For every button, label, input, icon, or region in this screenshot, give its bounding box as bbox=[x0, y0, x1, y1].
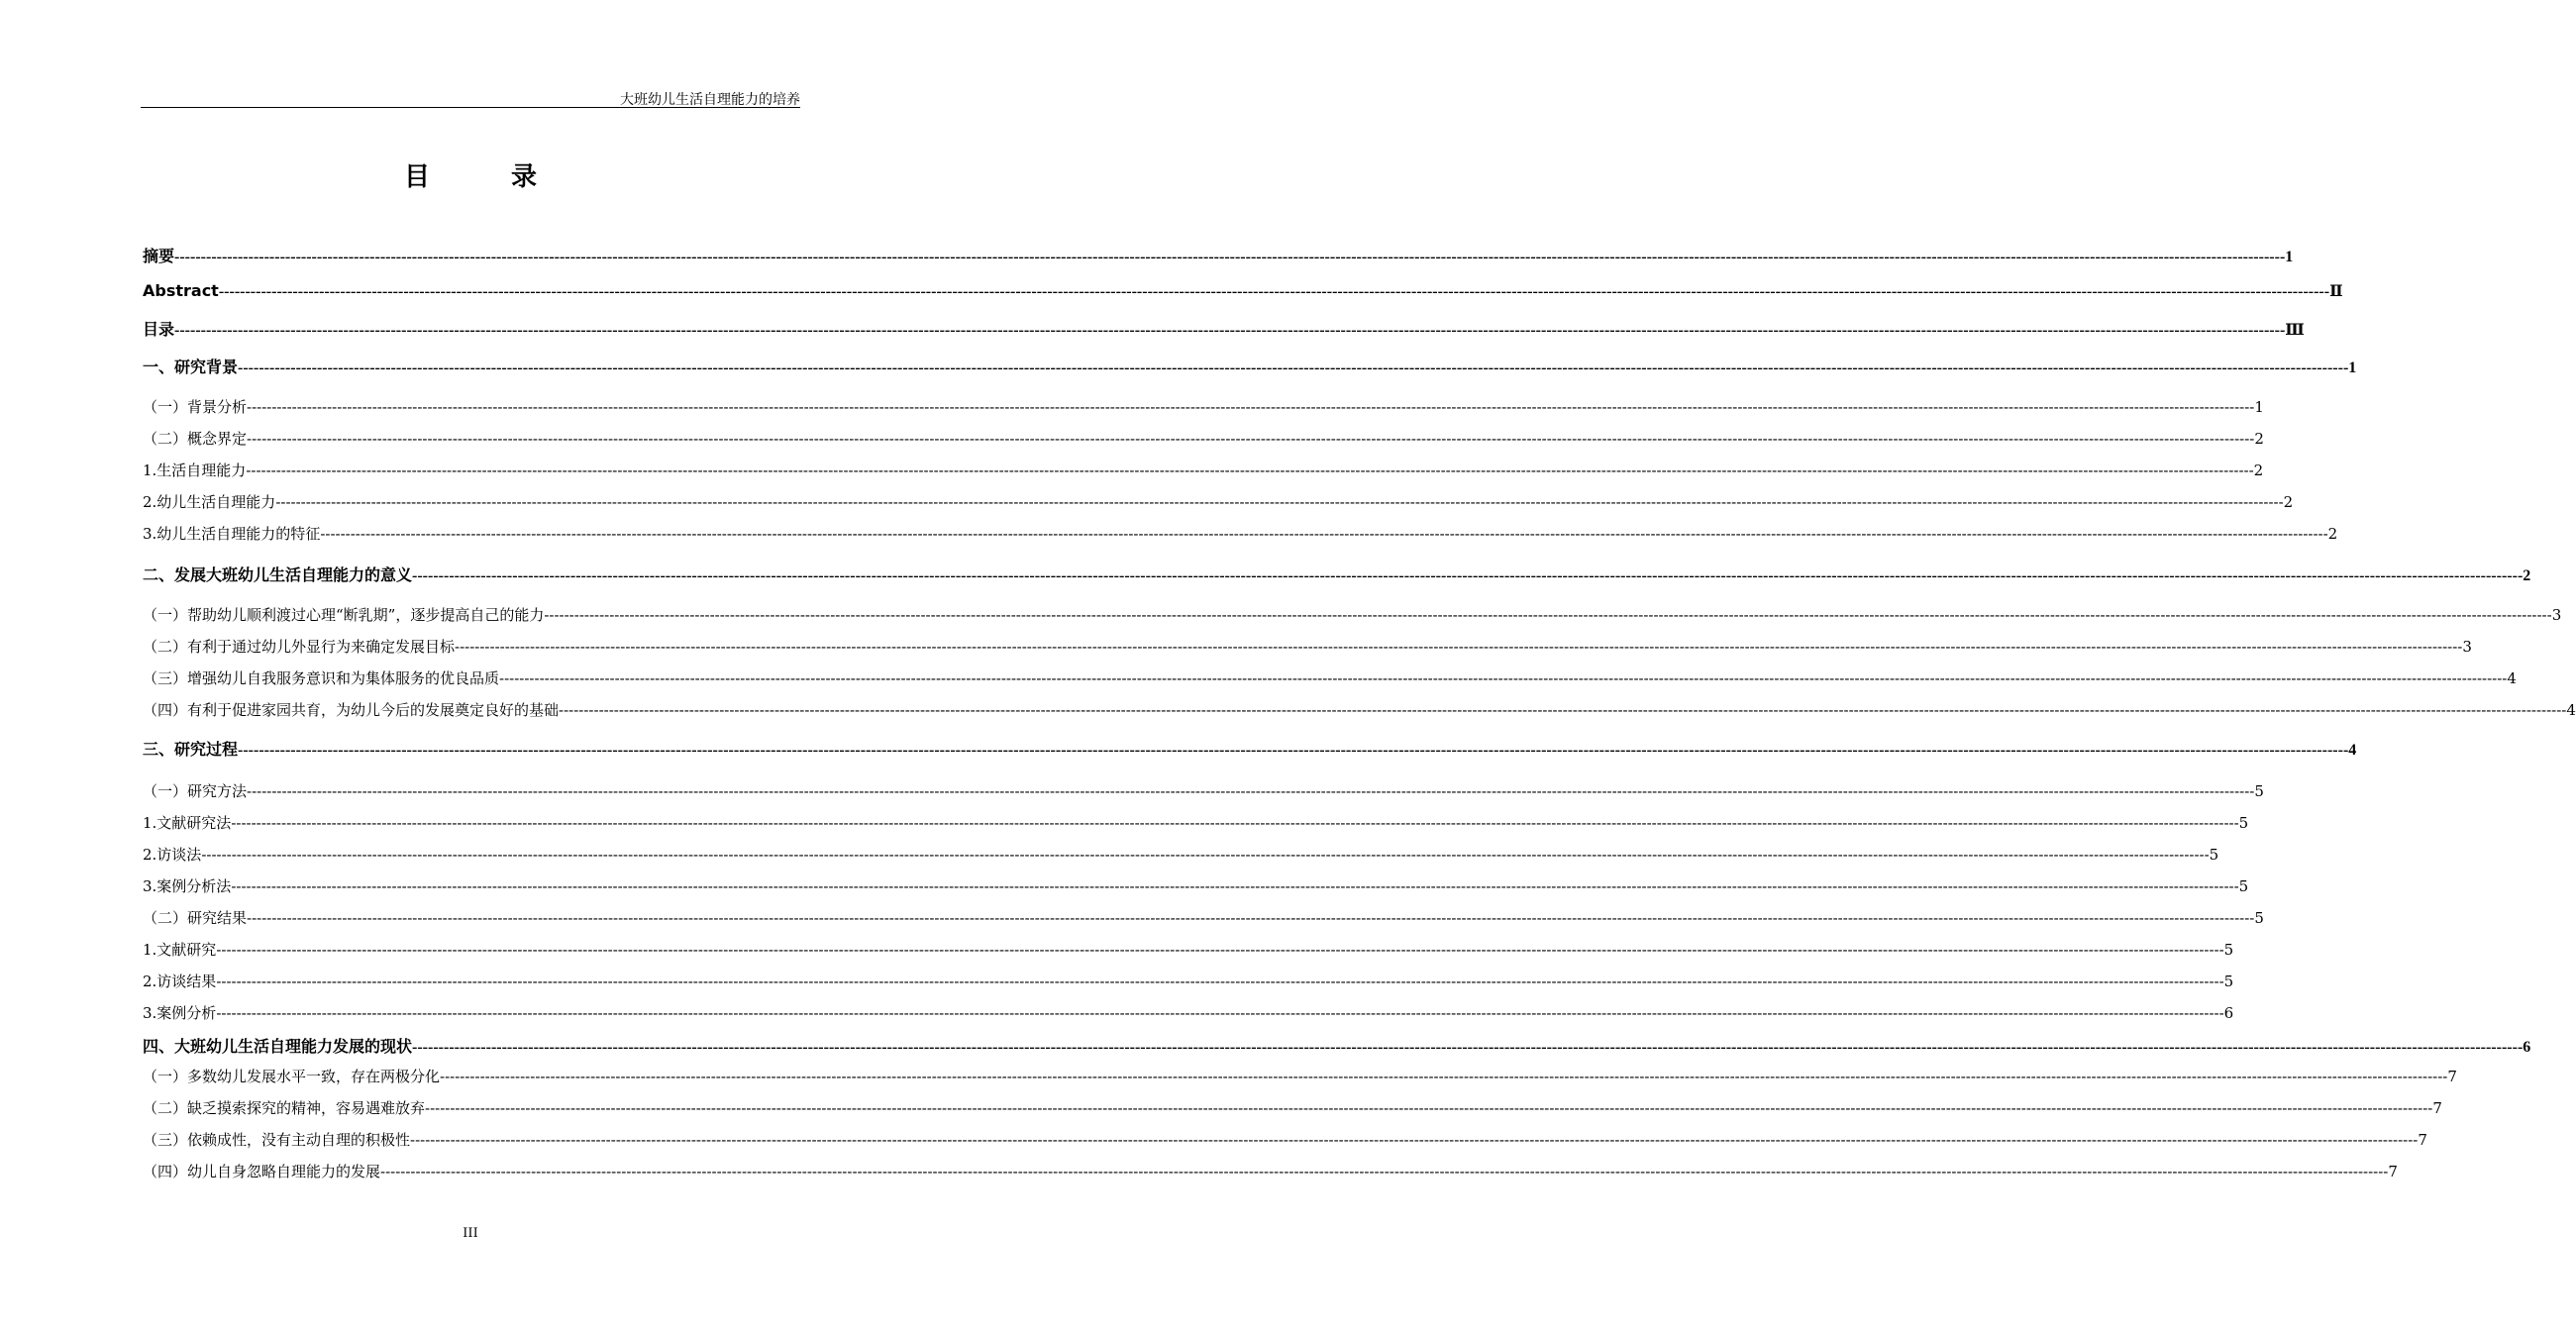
toc-entry-page: 5 bbox=[2223, 973, 2234, 990]
toc-dot-leader: ---------------------------------------------------------------------------------------------------------------------------------------------------------------------------------------------------------------------------------------------------------------------------------------------------------------------------------------------------------------------------------------------------------------- bbox=[440, 1068, 2448, 1085]
toc-entry bbox=[143, 1034, 2531, 1057]
toc-entry-page: 7 bbox=[2447, 1068, 2457, 1085]
toc-entry-label: 3.幼儿生活自理能力的特征 bbox=[143, 525, 321, 543]
toc-dot-leader: ---------------------------------------------------------------------------------------------------------------------------------------------------------------------------------------------------------------------------------------------------------------------------------------------------------------------------------------------------------------------------------------------------------------- bbox=[247, 430, 2255, 448]
toc-entry-label: Abstract bbox=[143, 281, 219, 300]
toc-entry-page: 3 bbox=[2551, 606, 2562, 624]
toc-entry bbox=[143, 428, 2264, 449]
toc-entry bbox=[143, 939, 2234, 960]
toc-entry bbox=[143, 971, 2234, 991]
toc-entry bbox=[143, 1097, 2442, 1118]
toc-entry-page: 7 bbox=[2418, 1131, 2427, 1149]
toc-entry-page: 2 bbox=[2327, 525, 2338, 543]
toc-entry bbox=[143, 460, 2264, 480]
toc-dot-leader: ---------------------------------------------------------------------------------------------------------------------------------------------------------------------------------------------------------------------------------------------------------------------------------------------------------------------------------------------------------------------------------------------------------------- bbox=[380, 1163, 2389, 1180]
toc-entry bbox=[143, 699, 2576, 720]
toc-dot-leader: ---------------------------------------------------------------------------------------------------------------------------------------------------------------------------------------------------------------------------------------------------------------------------------------------------------------------------------------------------------------------------------------------------------------- bbox=[425, 1099, 2433, 1117]
toc-entry-label: 摘要 bbox=[143, 247, 175, 265]
toc-entry-page: Ⅲ bbox=[2285, 322, 2305, 339]
toc-entry-label: （四）幼儿自身忽略自理能力的发展 bbox=[143, 1163, 381, 1180]
toc-entry-page: 5 bbox=[2209, 846, 2219, 864]
toc-entry bbox=[143, 396, 2264, 417]
header-rule bbox=[141, 107, 800, 108]
toc-entry-label: 四、大班幼儿生活自理能力发展的现状 bbox=[143, 1037, 413, 1056]
toc-entry-label: （三）增强幼儿自我服务意识和为集体服务的优良品质 bbox=[143, 669, 500, 687]
running-header: 大班幼儿生活自理能力的培养 bbox=[620, 92, 800, 108]
toc-entry-label: 二、发展大班幼儿生活自理能力的意义 bbox=[143, 565, 413, 584]
toc-entry-page: 5 bbox=[2254, 909, 2264, 927]
page-number: III bbox=[463, 1226, 478, 1241]
toc-entry-page: 4 bbox=[2507, 669, 2517, 687]
toc-entry bbox=[143, 1002, 2234, 1023]
toc-entry-page: 4 bbox=[2348, 742, 2357, 759]
toc-entry-label: （三）依赖成性，没有主动自理的积极性 bbox=[143, 1131, 411, 1149]
toc-entry bbox=[143, 667, 2517, 688]
toc-dot-leader: ---------------------------------------------------------------------------------------------------------------------------------------------------------------------------------------------------------------------------------------------------------------------------------------------------------------------------------------------------------------------------------------------------------------- bbox=[216, 941, 2224, 959]
toc-entry bbox=[143, 317, 2305, 340]
toc-entry-label: 2.访谈结果 bbox=[143, 973, 217, 990]
toc-dot-leader: ---------------------------------------------------------------------------------------------------------------------------------------------------------------------------------------------------------------------------------------------------------------------------------------------------------------------------------------------------------------------------------------------------------------- bbox=[410, 1131, 2419, 1149]
toc-entry bbox=[143, 812, 2249, 833]
toc-entry-label: 目录 bbox=[143, 320, 175, 339]
toc-entry-label: （一）多数幼儿发展水平一致，存在两极分化 bbox=[143, 1068, 441, 1085]
toc-entry-label: 一、研究背景 bbox=[143, 358, 239, 376]
toc-entry-page: 5 bbox=[2254, 782, 2264, 800]
toc-entry-page: 1 bbox=[2254, 398, 2264, 416]
toc-dot-leader: ---------------------------------------------------------------------------------------------------------------------------------------------------------------------------------------------------------------------------------------------------------------------------------------------------------------------------------------------------------------------------------------------------------------- bbox=[218, 283, 2330, 300]
toc-entry-label: 三、研究过程 bbox=[143, 740, 239, 759]
toc-entry-label: 1.文献研究法 bbox=[143, 814, 232, 832]
toc-entry-page: 2 bbox=[2254, 430, 2264, 448]
toc-entry-label: 3.案例分析法 bbox=[143, 877, 232, 895]
toc-entry-page: 2 bbox=[2523, 567, 2531, 584]
toc-entry-label: （二）有利于通过幼儿外显行为来确定发展目标 bbox=[143, 638, 456, 656]
toc-dot-leader: ---------------------------------------------------------------------------------------------------------------------------------------------------------------------------------------------------------------------------------------------------------------------------------------------------------------------------------------------------------------------------------------------------------------- bbox=[246, 461, 2254, 479]
toc-entry-page: 5 bbox=[2223, 941, 2234, 959]
toc-dot-leader: ---------------------------------------------------------------------------------------------------------------------------------------------------------------------------------------------------------------------------------------------------------------------------------------------------------------------------------------------------------------------------------------------------------------- bbox=[499, 669, 2508, 687]
toc-entry bbox=[143, 281, 2343, 301]
toc-dot-leader: ---------------------------------------------------------------------------------------------------------------------------------------------------------------------------------------------------------------------------------------------------------------------------------------------------------------------------------------------------------------------------------------------------------------- bbox=[247, 398, 2255, 416]
toc-entry-page: 5 bbox=[2238, 814, 2249, 832]
toc-dot-leader: ---------------------------------------------------------------------------------------------------------------------------------------------------------------------------------------------------------------------------------------------------------------------------------------------------------------------------------------------------------------------------------------------------------------- bbox=[275, 493, 2284, 511]
toc-entry-label: （二）缺乏摸索探究的精神，容易遇难放弃 bbox=[143, 1099, 426, 1117]
toc-entry-label: 2.访谈法 bbox=[143, 846, 202, 864]
page-title: 目 录 bbox=[403, 162, 565, 192]
toc-entry-label: （二）概念界定 bbox=[143, 430, 248, 448]
toc-dot-leader: ---------------------------------------------------------------------------------------------------------------------------------------------------------------------------------------------------------------------------------------------------------------------------------------------------------------------------------------------------------------------------------------------------------------- bbox=[174, 322, 2286, 339]
toc-entry-page: 6 bbox=[2523, 1039, 2531, 1056]
toc-entry bbox=[143, 355, 2357, 377]
toc-dot-leader: ---------------------------------------------------------------------------------------------------------------------------------------------------------------------------------------------------------------------------------------------------------------------------------------------------------------------------------------------------------------------------------------------------------------- bbox=[216, 973, 2224, 990]
toc-entry-page: 7 bbox=[2432, 1099, 2442, 1117]
toc-entry-label: （一）背景分析 bbox=[143, 398, 248, 416]
toc-entry-label: （二）研究结果 bbox=[143, 909, 248, 927]
toc-entry-page: 4 bbox=[2566, 701, 2576, 719]
toc-entry-page: 7 bbox=[2388, 1163, 2398, 1180]
toc-dot-leader: ---------------------------------------------------------------------------------------------------------------------------------------------------------------------------------------------------------------------------------------------------------------------------------------------------------------------------------------------------------------------------------------------------------------- bbox=[216, 1004, 2224, 1022]
toc-entry bbox=[143, 1129, 2427, 1150]
toc-entry-label: 1.生活自理能力 bbox=[143, 461, 247, 479]
toc-entry bbox=[143, 875, 2249, 896]
toc-dot-leader: ---------------------------------------------------------------------------------------------------------------------------------------------------------------------------------------------------------------------------------------------------------------------------------------------------------------------------------------------------------------------------------------------------------------- bbox=[320, 525, 2328, 543]
toc-entry-page: 6 bbox=[2223, 1004, 2234, 1022]
toc-entry bbox=[143, 636, 2472, 657]
toc-entry bbox=[143, 244, 2294, 266]
toc-dot-leader: ---------------------------------------------------------------------------------------------------------------------------------------------------------------------------------------------------------------------------------------------------------------------------------------------------------------------------------------------------------------------------------------------------------------- bbox=[238, 359, 2349, 376]
toc-entry bbox=[143, 844, 2219, 865]
toc-dot-leader: ---------------------------------------------------------------------------------------------------------------------------------------------------------------------------------------------------------------------------------------------------------------------------------------------------------------------------------------------------------------------------------------------------------------- bbox=[174, 249, 2286, 265]
toc-dot-leader: ---------------------------------------------------------------------------------------------------------------------------------------------------------------------------------------------------------------------------------------------------------------------------------------------------------------------------------------------------------------------------------------------------------------- bbox=[247, 909, 2255, 927]
toc-entry-page: 5 bbox=[2238, 877, 2249, 895]
toc-entry bbox=[143, 907, 2264, 928]
toc-entry-label: 3.案例分析 bbox=[143, 1004, 217, 1022]
toc-entry bbox=[143, 491, 2294, 512]
toc-dot-leader: ---------------------------------------------------------------------------------------------------------------------------------------------------------------------------------------------------------------------------------------------------------------------------------------------------------------------------------------------------------------------------------------------------------------- bbox=[231, 877, 2239, 895]
toc-dot-leader: ---------------------------------------------------------------------------------------------------------------------------------------------------------------------------------------------------------------------------------------------------------------------------------------------------------------------------------------------------------------------------------------------------------------- bbox=[455, 638, 2463, 656]
toc-dot-leader: ---------------------------------------------------------------------------------------------------------------------------------------------------------------------------------------------------------------------------------------------------------------------------------------------------------------------------------------------------------------------------------------------------------------- bbox=[559, 701, 2567, 719]
toc-entry-label: （一）研究方法 bbox=[143, 782, 248, 800]
toc-entry bbox=[143, 604, 2562, 625]
toc-dot-leader: ---------------------------------------------------------------------------------------------------------------------------------------------------------------------------------------------------------------------------------------------------------------------------------------------------------------------------------------------------------------------------------------------------------------- bbox=[238, 742, 2349, 759]
toc-entry bbox=[143, 563, 2531, 585]
toc-entry-label: 1.文献研究 bbox=[143, 941, 217, 959]
toc-dot-leader: ---------------------------------------------------------------------------------------------------------------------------------------------------------------------------------------------------------------------------------------------------------------------------------------------------------------------------------------------------------------------------------------------------------------- bbox=[544, 606, 2552, 624]
toc-entry-page: 1 bbox=[2348, 359, 2357, 376]
toc-entry-label: 2.幼儿生活自理能力 bbox=[143, 493, 276, 511]
toc-entry-page: 2 bbox=[2283, 493, 2294, 511]
toc-entry bbox=[143, 780, 2264, 801]
toc-dot-leader: ---------------------------------------------------------------------------------------------------------------------------------------------------------------------------------------------------------------------------------------------------------------------------------------------------------------------------------------------------------------------------------------------------------------- bbox=[247, 782, 2255, 800]
toc-entry-page: Ⅱ bbox=[2329, 283, 2343, 300]
toc-entry-label: （四）有利于促进家园共育，为幼儿今后的发展奠定良好的基础 bbox=[143, 701, 560, 719]
toc-entry-page: 1 bbox=[2285, 249, 2294, 265]
toc-entry-page: 2 bbox=[2253, 461, 2264, 479]
toc-dot-leader: ---------------------------------------------------------------------------------------------------------------------------------------------------------------------------------------------------------------------------------------------------------------------------------------------------------------------------------------------------------------------------------------------------------------- bbox=[201, 846, 2210, 864]
toc-entry bbox=[143, 523, 2338, 544]
toc-dot-leader: ---------------------------------------------------------------------------------------------------------------------------------------------------------------------------------------------------------------------------------------------------------------------------------------------------------------------------------------------------------------------------------------------------------------- bbox=[231, 814, 2239, 832]
toc-entry-label: （一）帮助幼儿顺利渡过心理“断乳期”，逐步提高自己的能力 bbox=[143, 606, 545, 624]
toc-entry bbox=[143, 1066, 2457, 1086]
toc-entry bbox=[143, 737, 2357, 760]
toc-entry-page: 3 bbox=[2462, 638, 2472, 656]
toc-dot-leader: ---------------------------------------------------------------------------------------------------------------------------------------------------------------------------------------------------------------------------------------------------------------------------------------------------------------------------------------------------------------------------------------------------------------- bbox=[412, 1039, 2524, 1056]
toc-dot-leader: ---------------------------------------------------------------------------------------------------------------------------------------------------------------------------------------------------------------------------------------------------------------------------------------------------------------------------------------------------------------------------------------------------------------- bbox=[412, 567, 2524, 584]
toc-entry bbox=[143, 1161, 2398, 1181]
